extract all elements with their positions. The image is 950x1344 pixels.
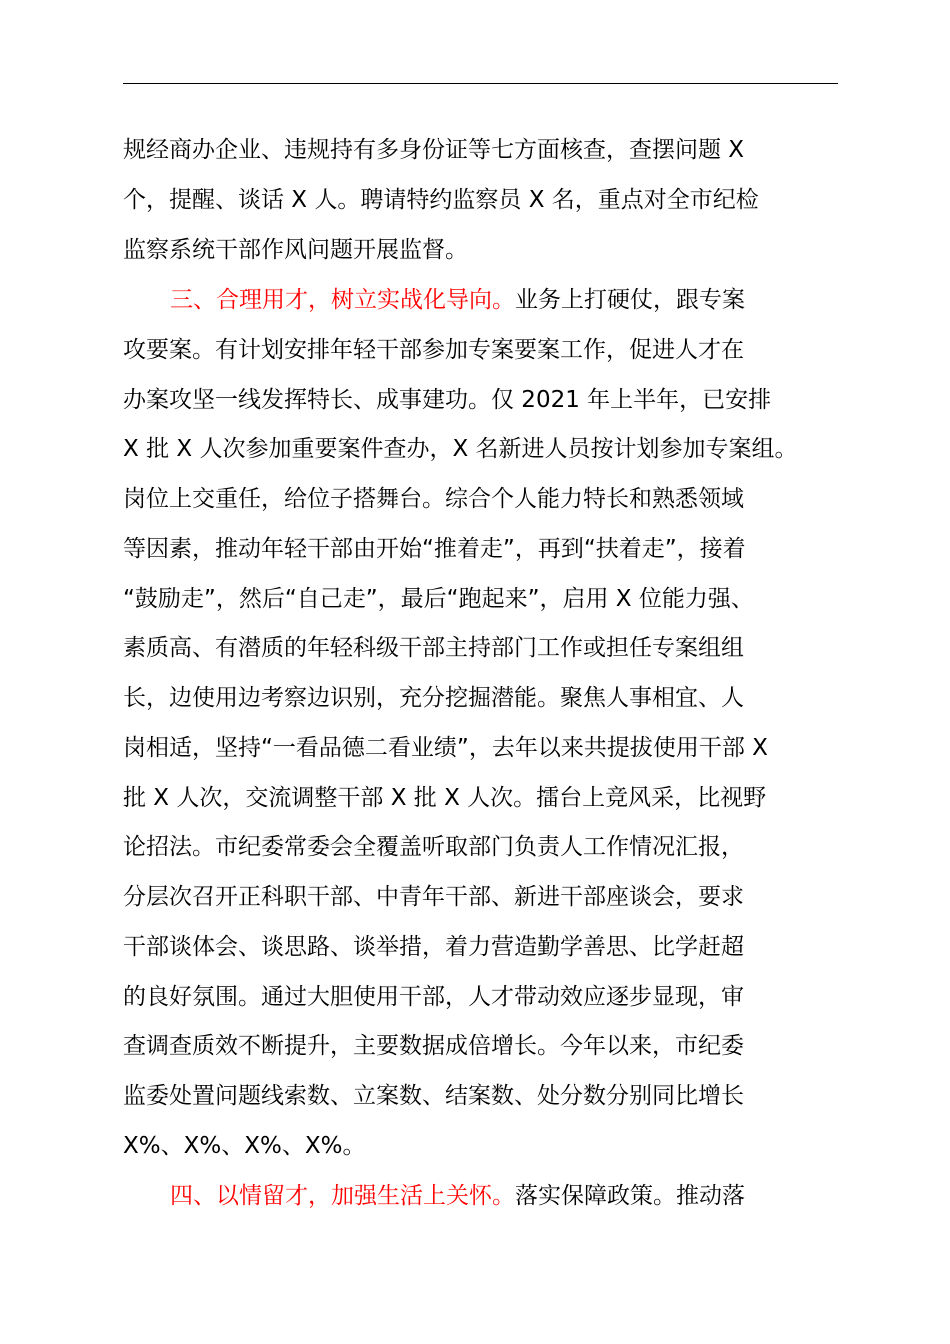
paragraph-line: X 批 X 人次参加重要案件查办，X 名新进人员按计划参加专案组。: [123, 436, 798, 462]
paragraph-line: 办案攻坚一线发挥特长、成事建功。仅 2021 年上半年，已安排: [123, 387, 772, 413]
paragraph-line: 长，边使用边考察边识别，充分挖掘潜能。聚焦人事相宜、人: [123, 685, 744, 711]
paragraph-line: 岗相适，坚持“一看品德二看业绩”，去年以来共提拔使用干部 X: [123, 735, 768, 761]
section-3-line: [170, 285, 745, 315]
paragraph-line: 等因素，推动年轻干部由开始“推着走”，再到“扶着走”，接着: [123, 536, 746, 562]
paragraph-line: 个，提醒、谈话 X 人。聘请特约监察员 X 名，重点对全市纪检: [123, 187, 759, 213]
paragraph-line: 干部谈体会、谈思路、谈举措，着力营造勤学善思、比学赶超: [123, 934, 744, 960]
section-4-line: [170, 1181, 745, 1211]
paragraph-line: 规经商办企业、违规持有多身份证等七方面核查，查摆问题 X: [123, 137, 745, 163]
section-3-heading: 三、合理用才，树立实战化导向。: [170, 287, 515, 313]
paragraph-text: 落实保障政策。推动落: [515, 1183, 745, 1209]
paragraph-line: 岗位上交重任，给位子搭舞台。综合个人能力特长和熟悉领域: [123, 486, 744, 512]
paragraph-line: X%、X%、X%、X%。: [123, 1133, 366, 1159]
paragraph-line: 论招法。市纪委常委会全覆盖听取部门负责人工作情况汇报，: [123, 834, 744, 860]
paragraph-line: 攻要案。有计划安排年轻干部参加专案要案工作，促进人才在: [123, 337, 744, 363]
paragraph-line: “鼓励走”，然后“自己走”，最后“跑起来”，启用 X 位能力强、: [123, 586, 754, 612]
paragraph-line: 批 X 人次，交流调整干部 X 批 X 人次。擂台上竞风采，比视野: [123, 785, 767, 811]
paragraph-line: 素质高、有潜质的年轻科级干部主持部门工作或担任专案组组: [123, 635, 744, 661]
paragraph-text: 业务上打硬仗，跟专案: [515, 287, 745, 313]
paragraph-line: 监委处置问题线索数、立案数、结案数、处分数分别同比增长: [123, 1083, 744, 1109]
header-rule: [123, 83, 838, 84]
paragraph-line: 的良好氛围。通过大胆使用干部，人才带动效应逐步显现，审: [123, 984, 744, 1010]
paragraph-line: 监察系统干部作风问题开展监督。: [123, 237, 468, 263]
paragraph-line: 查调查质效不断提升，主要数据成倍增长。今年以来，市纪委: [123, 1033, 744, 1059]
paragraph-line: 分层次召开正科职干部、中青年干部、新进干部座谈会，要求: [123, 884, 744, 910]
section-4-heading: 四、以情留才，加强生活上关怀。: [170, 1183, 515, 1209]
